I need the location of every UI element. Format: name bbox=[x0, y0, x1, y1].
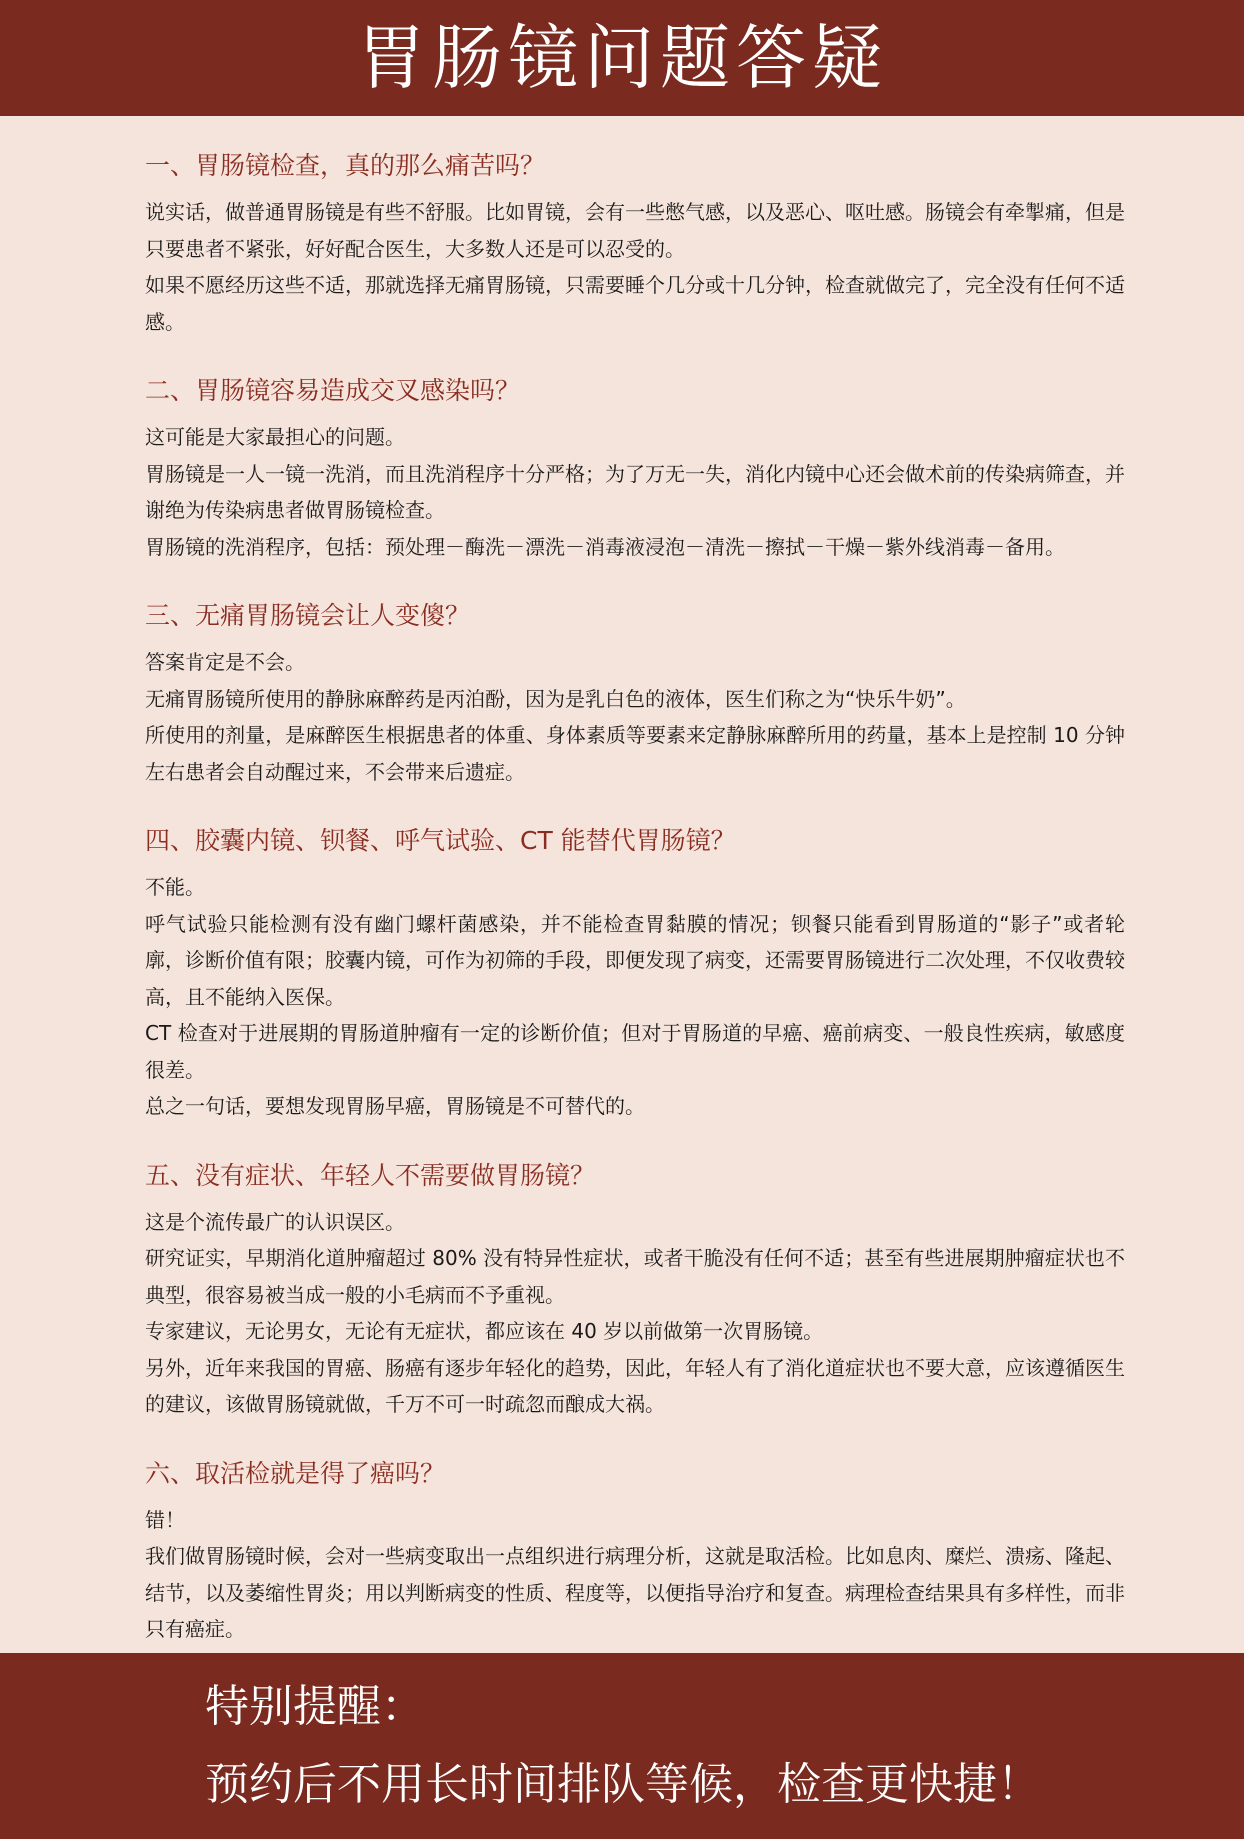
faq-answer-paragraph: 总之一句话，要想发现胃肠早癌，胃肠镜是不可替代的。 bbox=[145, 1094, 645, 1118]
faq-content bbox=[145, 142, 1125, 1675]
faq-answer-paragraph: 胃肠镜是一人一镜一洗消，而且洗消程序十分严格；为了万无一失，消化内镜中心还会做术前的传染病筛查，并谢绝为传染病患者做胃肠镜检查。 bbox=[145, 461, 1125, 522]
faq-question: 一、胃肠镜检查，真的那么痛苦吗？ bbox=[145, 151, 546, 180]
reminder-banner bbox=[0, 1653, 1244, 1839]
faq-question: 五、没有症状、年轻人不需要做胃肠镜？ bbox=[145, 1160, 596, 1190]
faq-question: 四、胶囊内镜、钡餐、呼气试验、CT 能替代胃肠镜？ bbox=[145, 826, 736, 855]
faq-answer-paragraph: 这可能是大家最担心的问题。 bbox=[145, 425, 405, 449]
faq-section-3 bbox=[145, 592, 1125, 790]
faq-answer-paragraph: 所使用的剂量，是麻醉医生根据患者的体重、身体素质等要素来定静脉麻醉所用的药量，基本上是控制 10 分钟左右患者会自动醒过来，不会带来后遗症。 bbox=[145, 723, 1125, 784]
faq-section-6 bbox=[145, 1450, 1125, 1648]
faq-section-2 bbox=[145, 367, 1125, 565]
title-banner bbox=[0, 0, 1244, 116]
faq-section-5 bbox=[145, 1152, 1125, 1423]
faq-answer-paragraph: 不能。 bbox=[145, 875, 205, 899]
reminder-label: 特别提醒： bbox=[205, 1681, 425, 1732]
page-title: 胃肠镜问题答疑 bbox=[356, 17, 888, 99]
reminder-text: 预约后不用长时间排队等候，检查更快捷！ bbox=[205, 1759, 1041, 1810]
faq-answer-paragraph: 答案肯定是不会。 bbox=[145, 650, 305, 674]
faq-section-4 bbox=[145, 817, 1125, 1125]
faq-answer-paragraph: 无痛胃肠镜所使用的静脉麻醉药是丙泊酚，因为是乳白色的液体，医生们称之为“快乐牛奶”。 bbox=[145, 686, 966, 711]
faq-answer-paragraph: 如果不愿经历这些不适，那就选择无痛胃肠镜，只需要睡个几分或十几分钟，检查就做完了，完全没有任何不适感。 bbox=[145, 273, 1125, 334]
faq-section-1 bbox=[145, 142, 1125, 340]
faq-answer-paragraph: CT 检查对于进展期的胃肠道肿瘤有一定的诊断价值；但对于胃肠道的早癌、癌前病变、一般良性疾病，敏感度很差。 bbox=[145, 1021, 1125, 1082]
faq-answer-paragraph: 专家建议，无论男女，无论有无症状，都应该在 40 岁以前做第一次胃肠镜。 bbox=[145, 1319, 824, 1343]
faq-answer-paragraph: 另外，近年来我国的胃癌、肠癌有逐步年轻化的趋势，因此，年轻人有了消化道症状也不要大意，应该遵循医生的建议，该做胃肠镜就做，千万不可一时疏忽而酿成大祸。 bbox=[145, 1355, 1125, 1416]
faq-answer-paragraph: 这是个流传最广的认识误区。 bbox=[145, 1209, 405, 1234]
faq-answer-paragraph: 我们做胃肠镜时候，会对一些病变取出一点组织进行病理分析，这就是取活检。比如息肉、糜烂、溃疡、隆起、结节，以及萎缩性胃炎；用以判断病变的性质、程度等，以便指导治疗和复查。病理检查结果具有多样性，而非只有癌症。 bbox=[145, 1544, 1125, 1641]
faq-answer-paragraph: 研究证实，早期消化道肿瘤超过 80% 没有特异性症状，或者干脆没有任何不适；甚至有些进展期肿瘤症状也不典型，很容易被当成一般的小毛病而不予重视。 bbox=[145, 1246, 1125, 1307]
faq-answer-paragraph: 胃肠镜的洗消程序，包括：预处理－酶洗－漂洗－消毒液浸泡－清洗－擦拭－干燥－紫外线消毒－备用。 bbox=[145, 534, 1065, 559]
faq-answer-paragraph: 说实话，做普通胃肠镜是有些不舒服。比如胃镜，会有一些憋气感，以及恶心、呕吐感。肠镜会有牵掣痛，但是只要患者不紧张，好好配合医生，大多数人还是可以忍受的。 bbox=[145, 200, 1125, 261]
faq-question: 三、无痛胃肠镜会让人变傻？ bbox=[145, 601, 471, 630]
faq-question: 六、取活检就是得了癌吗？ bbox=[145, 1458, 446, 1488]
faq-answer-paragraph: 错！ bbox=[145, 1507, 185, 1532]
faq-answer-paragraph: 呼气试验只能检测有没有幽门螺杆菌感染，并不能检查胃黏膜的情况；钡餐只能看到胃肠道的“影子”或者轮廓，诊断价值有限；胶囊内镜，可作为初筛的手段，即便发现了病变，还需要胃肠镜进行二次处理，不仅收费较高，且不能纳入医保。 bbox=[145, 911, 1125, 1009]
faq-question: 二、胃肠镜容易造成交叉感染吗？ bbox=[145, 376, 521, 405]
